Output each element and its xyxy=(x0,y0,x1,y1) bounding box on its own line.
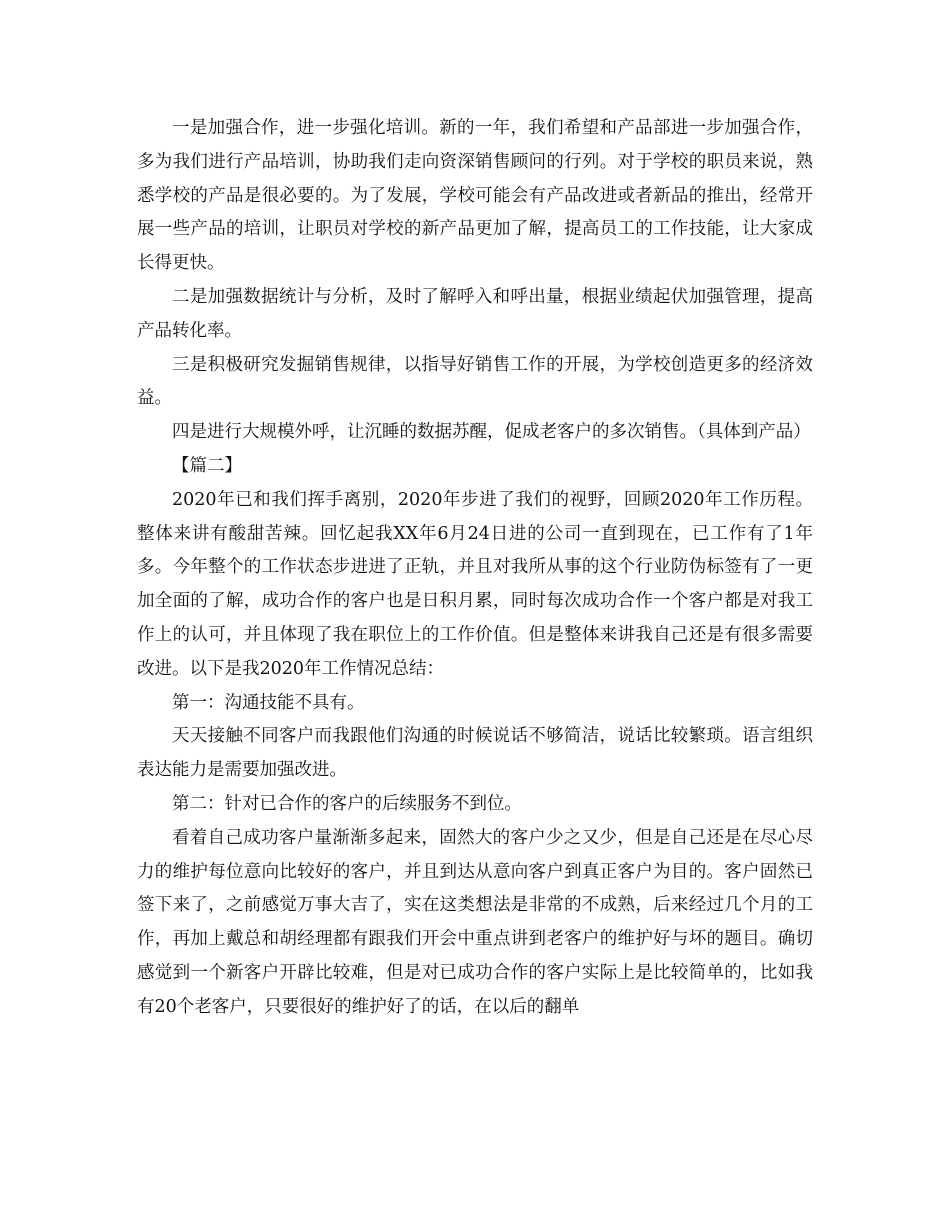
paragraph-year-review: 2020年已和我们挥手离别，2020年步进了我们的视野，回顾2020年工作历程。整体来讲有酸甜苦辣。回忆起我XX年6月24日进的公司一直到现在，已工作有了1年多。今年整个的工作状态步进进了正轨，并且对我所从事的这个行业防伪标签有了一更加全面的了解，成功合作的客户也是日积月累，同时每次成功合作一个客户都是对我工作上的认可，并且体现了我在职位上的工作价值。但是整体来讲我自己还是有很多需要改进。以下是我2020年工作情况总结： xyxy=(137,489,813,679)
paragraph-sales-rules: 三是积极研究发掘销售规律，以指导好销售工作的开展，为学校创造更多的经济效益。 xyxy=(137,354,813,409)
paragraph-point-two-title: 第二：针对已合作的客户的后续服务不到位。 xyxy=(172,793,522,814)
paragraph-point-one-detail: 天天接触不同客户而我跟他们沟通的时候说话不够简洁，说话比较繁琐。语言组织表达能力是需要加强改进。 xyxy=(137,726,813,781)
paragraph-cooperation-training: 一是加强合作，进一步强化培训。新的一年，我们希望和产品部进一步加强合作，多为我们进行产品培训，协助我们走向资深销售顾问的行列。对于学校的职员来说，熟悉学校的产品是很必要的。为了发展，学校可能会有产品改进或者新品的推出，经常开展一些产品的培训，让职员对学校的新产品更加了解，提高员工的工作技能，让大家成长得更快。 xyxy=(137,118,813,274)
document-body xyxy=(137,112,813,1025)
paragraph-point-one-title: 第一：沟通技能不具有。 xyxy=(172,692,365,713)
paragraph-data-analysis: 二是加强数据统计与分析，及时了解呼入和呼出量，根据业绩起伏加强管理，提高产品转化率。 xyxy=(137,286,813,341)
paragraph-outbound-calls: 四是进行大规模外呼，让沉睡的数据苏醒，促成老客户的多次销售。（具体到产品） xyxy=(172,422,811,443)
section-heading-part-two: 【篇二】 xyxy=(172,455,242,476)
paragraph-point-two-detail: 看着自己成功客户量渐渐多起来，固然大的客户少之又少，但是自己还是在尽心尽力的维护每位意向比较好的客户，并且到达从意向客户到真正客户为目的。客户固然已签下来了，之前感觉万事大吉了，实在这类想法是非常的不成熟，后来经过几个月的工作，再加上戴总和胡经理都有跟我们开会中重点讲到老客户的维护好与坏的题目。确切感觉到一个新客户开辟比较难，但是对已成功合作的客户实际上是比较简单的，比如我有20个老客户，只要很好的维护好了的话，在以后的翻单 xyxy=(137,827,813,1017)
